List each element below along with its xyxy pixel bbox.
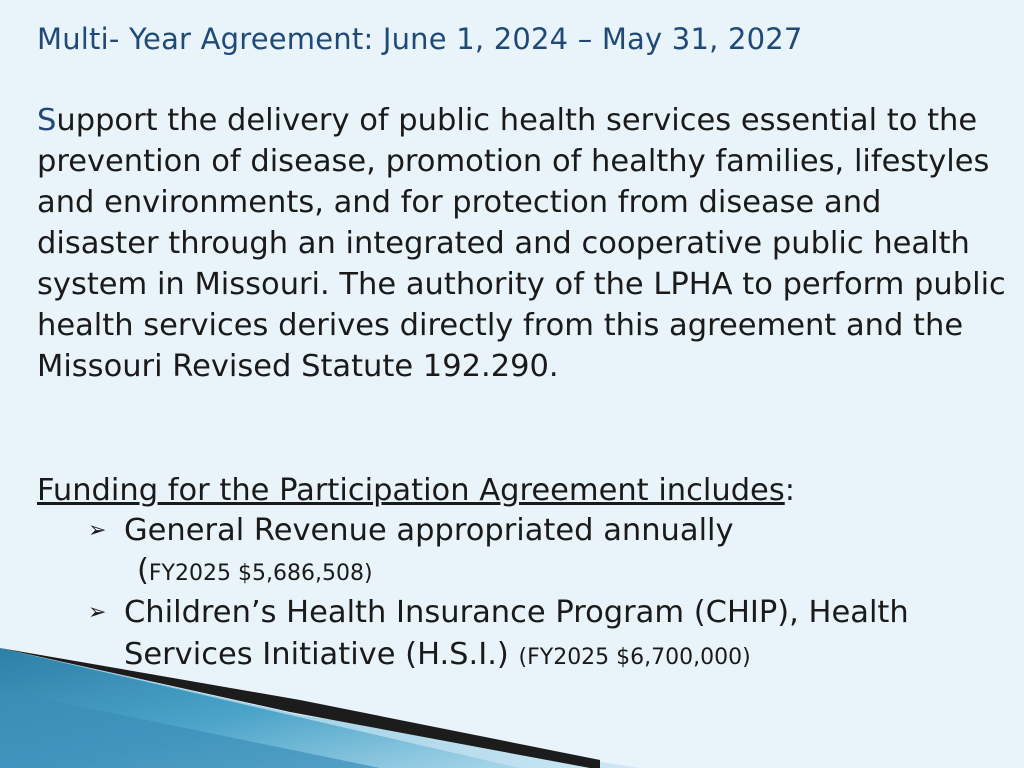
- arrow-bullet-icon: ➢: [88, 600, 107, 625]
- bullet-continuation-text: Services Initiative (H.S.I.): [124, 637, 509, 672]
- paragraph-text: upport the delivery of public health services essential to the prevention of disease, promotion of healthy families, lifestyles and environments, and for protection from disease and disaster through an integrated and cooperative public health system in Missouri. The authority of the LPHA to perform public health services derives directly from this agreement and the Missouri Revised Statute 192.290.: [37, 103, 1006, 384]
- bullet-continuation-chip: [124, 634, 751, 678]
- funding-heading-text: Funding for the Participation Agreement includes: [37, 473, 785, 508]
- bullet-item-chip: [88, 592, 909, 633]
- funding-heading: [37, 470, 795, 511]
- body-paragraph: [37, 100, 1007, 387]
- paragraph-first-letter: S: [37, 103, 57, 138]
- bullet-detail-text: FY2025 $5,686,508): [148, 561, 373, 586]
- bullet-main-text: Children’s Health Insurance Program (CHIP), Health: [124, 595, 909, 630]
- bullet-open-paren: (: [137, 553, 149, 588]
- funding-heading-colon: :: [784, 473, 795, 508]
- slide-title: Multi- Year Agreement: June 1, 2024 – May 31, 2027: [37, 22, 803, 56]
- bullet-detail-general-revenue: [137, 553, 373, 588]
- bullet-detail-text: (FY2025 $6,700,000): [518, 645, 751, 670]
- arrow-bullet-icon: ➢: [88, 518, 107, 543]
- bullet-main-text: General Revenue appropriated annually: [124, 513, 734, 548]
- bullet-item-general-revenue: [88, 510, 734, 551]
